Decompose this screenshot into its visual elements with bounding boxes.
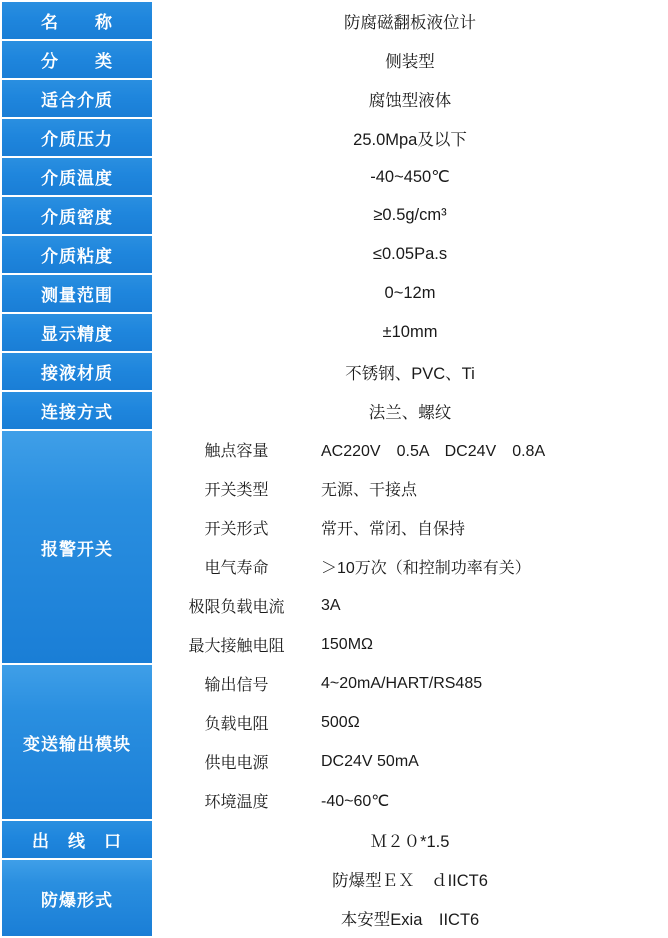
row-value: -40~450℃ <box>153 157 667 196</box>
explosion-proof-subtable <box>154 860 666 936</box>
sub-row-value: 150MΩ <box>320 625 666 663</box>
row-value: 防腐磁翻板液位计 <box>153 1 667 40</box>
sub-row-value: 4~20mA/HART/RS485 <box>320 665 666 703</box>
sub-row <box>154 431 666 469</box>
sub-row-name: 供电电源 <box>154 742 320 781</box>
sub-row-name: 极限负载电流 <box>154 586 320 625</box>
sub-row-name: 开关形式 <box>154 508 320 547</box>
sub-row-name: 输出信号 <box>154 665 320 703</box>
row-label: 显示精度 <box>1 313 153 352</box>
row-value: 25.0Mpa及以下 <box>153 118 667 157</box>
alarm-switch-subtable <box>154 431 666 663</box>
explosion-proof-label: 防爆形式 <box>1 859 153 937</box>
sub-row-name: 触点容量 <box>154 431 320 469</box>
table-row <box>1 196 667 235</box>
table-row <box>1 235 667 274</box>
row-label: 适合介质 <box>1 79 153 118</box>
row-value: 不锈钢、PVC、Ti <box>153 352 667 391</box>
sub-row-value: 无源、干接点 <box>320 469 666 508</box>
explosion-proof-value: 本安型Exia IICT6 <box>154 898 666 936</box>
table-row <box>1 274 667 313</box>
sub-row <box>154 469 666 508</box>
row-label: 名 称 <box>1 1 153 40</box>
table-row <box>1 157 667 196</box>
table-row <box>1 352 667 391</box>
row-value: 侧装型 <box>153 40 667 79</box>
outlet-label: 出 线 口 <box>1 820 153 859</box>
transmitter-module-group <box>153 664 667 820</box>
table-row <box>1 118 667 157</box>
row-label: 介质压力 <box>1 118 153 157</box>
sub-row <box>154 665 666 703</box>
sub-row-name: 开关类型 <box>154 469 320 508</box>
sub-row <box>154 508 666 547</box>
sub-row-value: DC24V 50mA <box>320 742 666 781</box>
explosion-proof-value: 防爆型ＥＸ ｄIICT6 <box>154 860 666 898</box>
sub-row <box>154 742 666 781</box>
row-label: 接液材质 <box>1 352 153 391</box>
row-value: 腐蚀型液体 <box>153 79 667 118</box>
outlet-value: Ｍ２０*1.5 <box>153 820 667 859</box>
row-label: 介质粘度 <box>1 235 153 274</box>
sub-row-name: 电气寿命 <box>154 547 320 586</box>
sub-row <box>154 898 666 936</box>
row-value: ≥0.5g/cm³ <box>153 196 667 235</box>
sub-row-name: 最大接触电阻 <box>154 625 320 663</box>
row-label: 分 类 <box>1 40 153 79</box>
table-row-outlet <box>1 820 667 859</box>
sub-row-value: -40~60℃ <box>320 781 666 819</box>
sub-row <box>154 547 666 586</box>
alarm-switch-label: 报警开关 <box>1 430 153 664</box>
table-row <box>1 391 667 430</box>
table-row-transmitter-module <box>1 664 667 820</box>
sub-row <box>154 781 666 819</box>
alarm-switch-group <box>153 430 667 664</box>
sub-row-name: 环境温度 <box>154 781 320 819</box>
explosion-proof-group <box>153 859 667 937</box>
row-value: ±10mm <box>153 313 667 352</box>
sub-row <box>154 703 666 742</box>
sub-row-value: 500Ω <box>320 703 666 742</box>
row-label: 测量范围 <box>1 274 153 313</box>
row-label: 连接方式 <box>1 391 153 430</box>
row-value: 法兰、螺纹 <box>153 391 667 430</box>
sub-row <box>154 625 666 663</box>
row-label: 介质密度 <box>1 196 153 235</box>
row-value: 0~12m <box>153 274 667 313</box>
sub-row-value: AC220V 0.5A DC24V 0.8A <box>320 431 666 469</box>
sub-row-value: 常开、常闭、自保持 <box>320 508 666 547</box>
transmitter-module-label: 变送输出模块 <box>1 664 153 820</box>
table-row <box>1 79 667 118</box>
table-row-alarm-switch <box>1 430 667 664</box>
table-row-explosion-proof <box>1 859 667 937</box>
sub-row <box>154 586 666 625</box>
sub-row-name: 负载电阻 <box>154 703 320 742</box>
sub-row-value: 3A <box>320 586 666 625</box>
table-row <box>1 313 667 352</box>
table-row <box>1 40 667 79</box>
row-value: ≤0.05Pa.s <box>153 235 667 274</box>
sub-row <box>154 860 666 898</box>
sub-row-value: ＞10万次（和控制功率有关） <box>320 547 666 586</box>
table-row <box>1 1 667 40</box>
transmitter-module-subtable <box>154 665 666 819</box>
row-label: 介质温度 <box>1 157 153 196</box>
